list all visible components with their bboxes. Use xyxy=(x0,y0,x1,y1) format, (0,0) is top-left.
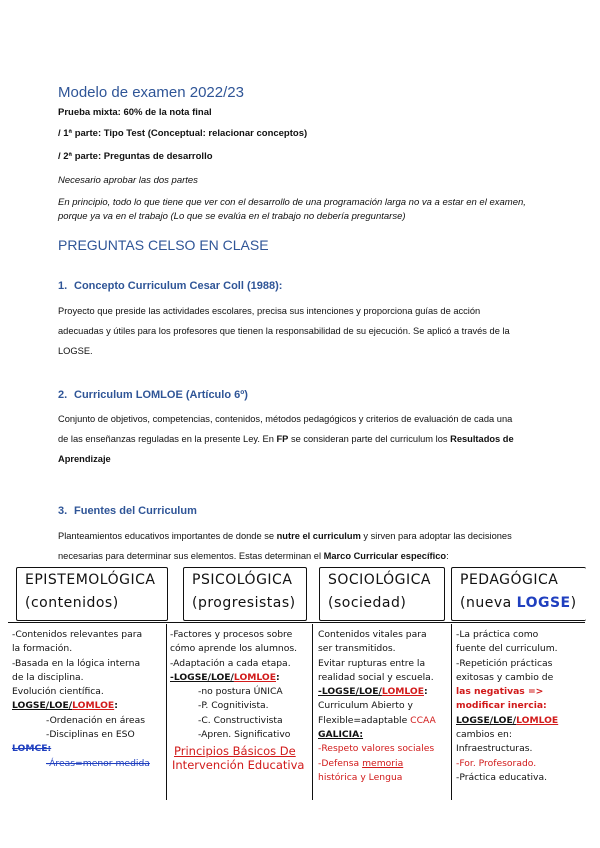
head-pedagogica-sub-a: (nueva xyxy=(460,595,517,611)
q2-fp: FP xyxy=(276,434,289,444)
head-epistemologica-sub: (contenidos) xyxy=(25,595,119,611)
memoria-text: memoria xyxy=(362,757,404,769)
list-item: GALICIA: xyxy=(318,729,364,741)
parte1-line: / 1ª parte: Tipo Test (Conceptual: relacionar conceptos) xyxy=(58,128,308,139)
q3-marco: Marco Curricular específico xyxy=(323,551,447,561)
law-lomloe: LOMLOE xyxy=(381,686,425,698)
q2-line-2 xyxy=(58,429,545,449)
q2-number: 2. xyxy=(58,389,68,401)
list-item: -Basada en la lógica interna xyxy=(12,657,141,669)
head-sociologica xyxy=(319,567,445,621)
list-item: Infraestructuras. xyxy=(456,743,533,755)
sociologica-law xyxy=(318,685,436,699)
list-item xyxy=(318,757,436,771)
list-item xyxy=(318,714,436,728)
q1-line-3: LOGSE. xyxy=(58,346,93,356)
q3-line-1 xyxy=(58,526,545,546)
list-item: fuente del curriculum. xyxy=(456,643,558,655)
list-item: -Práctica educativa. xyxy=(456,771,548,783)
principio-line-2: porque ya va en el trabajo (Lo que se evalúa en el trabajo no debería preguntarse) xyxy=(58,211,406,222)
q3-line-2c: : xyxy=(446,551,449,561)
column-line-3 xyxy=(451,624,452,800)
principios-line-2: Intervención Educativa xyxy=(172,758,305,773)
head-pedagogica-title: PEDAGÓGICA xyxy=(460,572,559,588)
list-item: -P. Cognitivista. xyxy=(198,700,269,712)
list-item: Curriculum Abierto y xyxy=(318,700,413,712)
list-item: cambios en: xyxy=(456,729,512,741)
q3-line-2a: necesarias para determinar sus elementos. Estas determinan el xyxy=(58,551,324,561)
list-item: -For. Profesorado. xyxy=(456,757,537,769)
law-a: LOGSE/LOE/ xyxy=(456,714,517,726)
epistemologica-law xyxy=(12,699,150,713)
list-item: ser transmitidos. xyxy=(318,643,396,655)
prueba-line: Prueba mixta: 60% de la nota final xyxy=(58,107,212,118)
law-a: -LOGSE/LOE/ xyxy=(318,686,382,698)
pedagogica-law xyxy=(456,714,558,728)
q2-body xyxy=(58,409,545,469)
list-item: -Áreas=menor medida xyxy=(46,757,150,769)
head-sociologica-sub: (sociedad) xyxy=(328,595,407,611)
law-a: LOGSE/LOE/ xyxy=(12,700,73,712)
parte2-line: / 2ª parte: Preguntas de desarrollo xyxy=(58,151,213,162)
law-c: : xyxy=(276,671,280,683)
q1-heading-text: Concepto Curriculum Cesar Coll (1988): xyxy=(74,280,283,292)
q3-heading-text: Fuentes del Curriculum xyxy=(74,505,197,517)
q2-line-1: Conjunto de objetivos, competencias, contenidos, métodos pedagógicos y criterios de evaluación de cada una xyxy=(58,414,513,424)
necesario-line: Necesario aprobar las dos partes xyxy=(58,175,198,186)
list-item: -no postura ÚNICA xyxy=(198,686,283,698)
list-item: de la disciplina. xyxy=(12,671,84,683)
list-item: Contenidos vitales para xyxy=(318,629,427,640)
list-item: -Ordenación en áreas xyxy=(46,714,145,726)
law-c: : xyxy=(424,686,428,698)
q1-line-1: Proyecto que preside las actividades escolares, precisa sus intenciones y proporciona guías de acción xyxy=(58,306,481,316)
pedagogica-list xyxy=(456,628,558,785)
head-psicologica-sub: (progresistas) xyxy=(192,595,296,611)
psicologica-list xyxy=(170,628,304,772)
head-pedagogica xyxy=(451,567,586,621)
ccaa-text: CCAA xyxy=(410,714,436,726)
list-item: exitosas y cambio de xyxy=(456,671,554,683)
head-pedagogica-logse: LOGSE xyxy=(516,595,571,611)
list-item: la formación. xyxy=(12,643,73,655)
list-item: realidad social y escuela. xyxy=(318,671,434,683)
epistemologica-list xyxy=(12,628,150,771)
list-item: -Respeto valores sociales xyxy=(318,743,435,755)
q3-line-1c: y sirven para adoptar las decisiones xyxy=(360,531,512,541)
q1-body xyxy=(58,301,545,361)
list-item: Evitar rupturas entre la xyxy=(318,657,426,669)
head-psicologica-title: PSICOLÓGICA xyxy=(192,572,293,588)
q3-body xyxy=(58,526,545,566)
q3-line-2 xyxy=(58,546,545,566)
list-item: -C. Constructivista xyxy=(198,714,283,726)
q2-line-2a: de las enseñanzas reguladas en la presente Ley. En xyxy=(58,434,277,444)
q2-line-3: Aprendizaje xyxy=(58,454,111,464)
defensa-text: -Defensa xyxy=(318,757,363,769)
list-item: -Factores y procesos sobre xyxy=(170,629,293,640)
list-item: modificar inercia: xyxy=(456,700,547,712)
list-item: -Disciplinas en ESO xyxy=(46,729,135,741)
list-item: las negativas => xyxy=(456,686,544,698)
law-lomloe: LOMLOE xyxy=(516,714,559,726)
q1-number: 1. xyxy=(58,280,68,292)
list-item: -Adaptación a cada etapa. xyxy=(170,657,291,669)
law-lomloe: LOMLOE xyxy=(72,700,115,712)
head-epistemologica xyxy=(16,567,168,621)
sociologica-list xyxy=(318,628,436,785)
head-pedagogica-sub-c: ) xyxy=(570,595,577,611)
head-psicologica xyxy=(183,567,307,621)
column-line-1 xyxy=(166,624,167,800)
q3-nutre: nutre el curriculum xyxy=(276,531,361,541)
column-line-2 xyxy=(312,624,313,800)
list-item: cómo aprende los alumnos. xyxy=(170,643,298,655)
q2-line-2c: se consideran parte del curriculum los xyxy=(288,434,451,444)
head-pedagogica-sub xyxy=(460,595,577,611)
q2-resultados: Resultados de xyxy=(450,434,514,444)
list-item: LOMCE: xyxy=(12,743,52,755)
q1-heading xyxy=(58,280,282,292)
page-title: Modelo de examen 2022/23 xyxy=(58,84,244,101)
list-item: -Repetición prácticas xyxy=(456,657,553,669)
q3-heading xyxy=(58,505,197,517)
q2-heading xyxy=(58,389,248,401)
law-a: -LOGSE/LOE/ xyxy=(170,671,234,683)
head-sociologica-title: SOCIOLÓGICA xyxy=(328,572,431,588)
flexible-text: Flexible=adaptable xyxy=(318,714,411,726)
principios-line-1: Principios Básicos De xyxy=(174,744,296,759)
list-item: -Contenidos relevantes para xyxy=(12,629,143,640)
law-lomloe: LOMLOE xyxy=(233,671,277,683)
law-c: : xyxy=(114,700,118,712)
q3-number: 3. xyxy=(58,505,68,517)
table-divider xyxy=(8,622,585,623)
q1-line-2: adecuadas y útiles para los profesores que tienen la responsabilidad de su ejecución. Se aplicó a través de la xyxy=(58,326,510,336)
q3-line-1a: Planteamientos educativos importantes de donde se xyxy=(58,531,277,541)
list-item: Evolución científica. xyxy=(12,686,104,698)
list-item: -La práctica como xyxy=(456,629,539,640)
principio-line-1: En principio, todo lo que tiene que ver con el desarrollo de una programación larga no va a estar en el examen, xyxy=(58,197,526,208)
q2-heading-text: Curriculum LOMLOE (Artículo 6º) xyxy=(74,389,248,401)
section-heading: PREGUNTAS CELSO EN CLASE xyxy=(58,237,269,253)
list-item: -Apren. Significativo xyxy=(198,729,291,741)
list-item: histórica y Lengua xyxy=(318,771,403,783)
head-epistemologica-title: EPISTEMOLÓGICA xyxy=(25,572,156,588)
psicologica-law xyxy=(170,671,304,685)
